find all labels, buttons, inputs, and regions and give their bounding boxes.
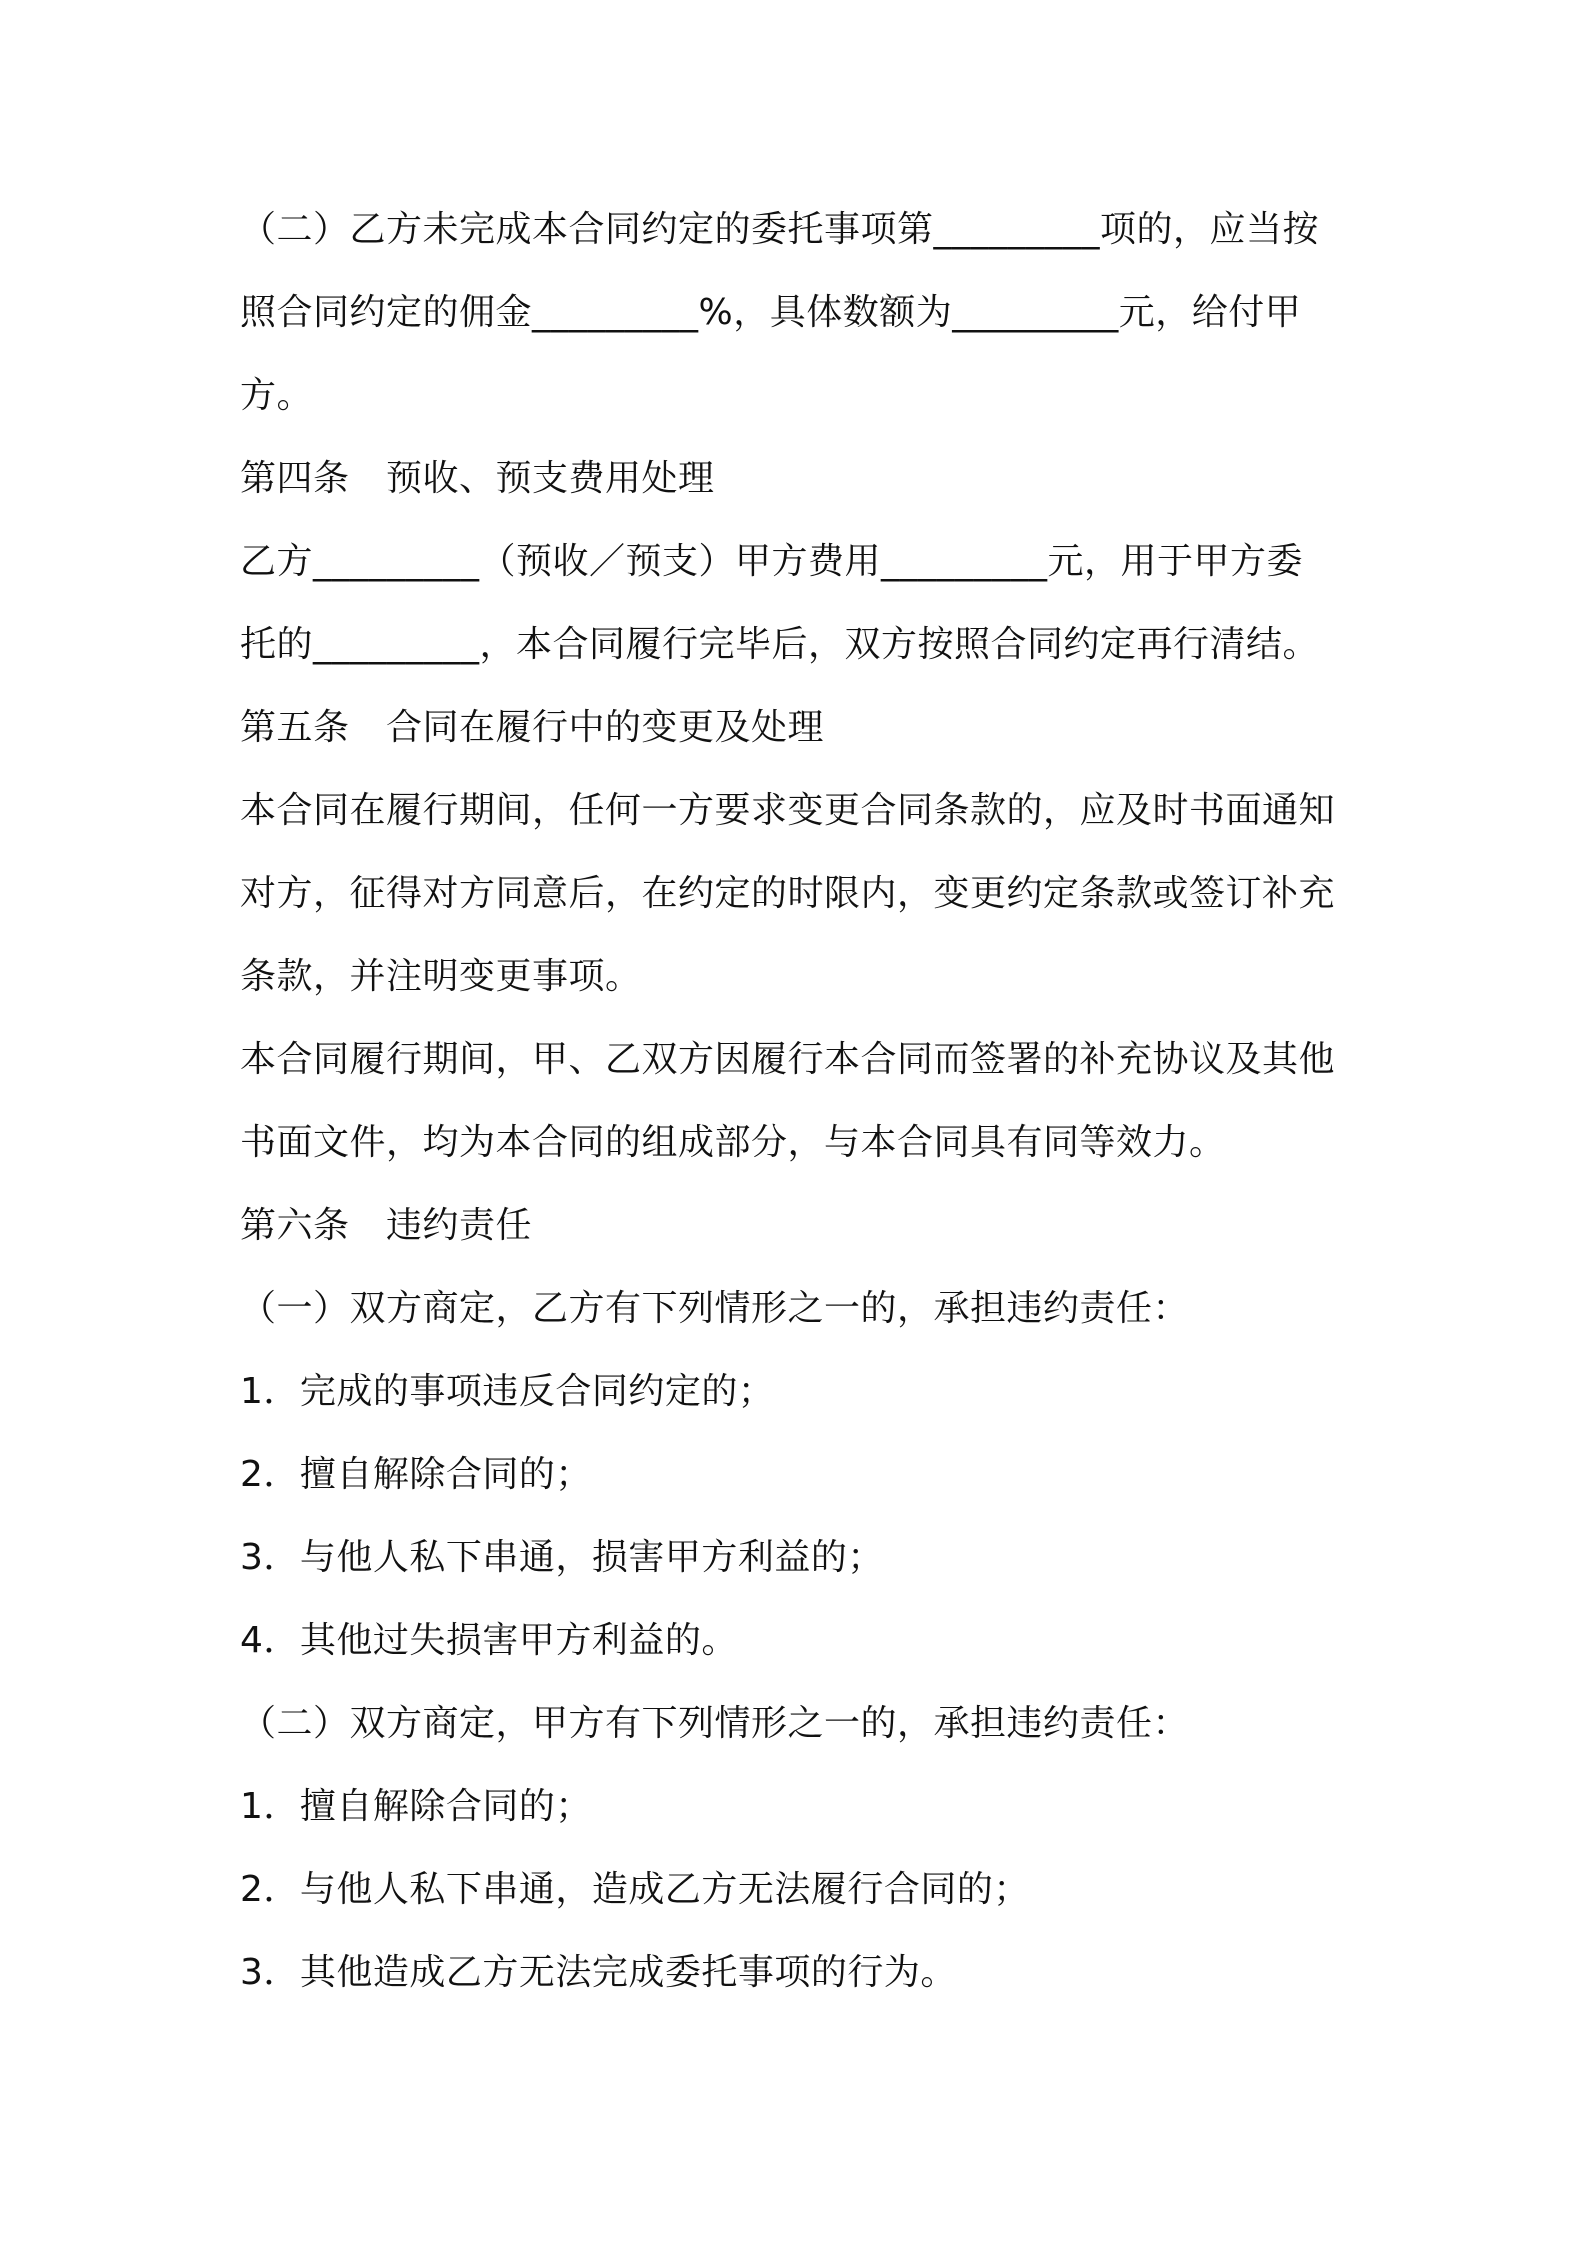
article-5-para-1-line-2: 对方，征得对方同意后，在约定的时限内，变更约定条款或签订补充 (240, 873, 1336, 914)
article-4-heading: 第四条 预收、预支费用处理 (240, 458, 715, 499)
article-6-section-2-intro: （二）双方商定，甲方有下列情形之一的，承担违约责任： (240, 1703, 1190, 1744)
clause-3-item-2-line-1: （二）乙方未完成本合同约定的委托事项第_________项的，应当按 (240, 209, 1320, 250)
article-6-section-1-item-1: 1．完成的事项违反合同约定的； (240, 1371, 775, 1412)
article-5-para-1-line-3: 条款，并注明变更事项。 (240, 956, 642, 997)
article-6-section-1-intro: （一）双方商定，乙方有下列情形之一的，承担违约责任： (240, 1288, 1190, 1329)
article-6-section-1-item-3: 3．与他人私下串通，损害甲方利益的； (240, 1537, 884, 1578)
article-5-para-2-line-1: 本合同履行期间，甲、乙双方因履行本合同而签署的补充协议及其他 (240, 1039, 1336, 1080)
article-5-para-2-line-2: 书面文件，均为本合同的组成部分，与本合同具有同等效力。 (240, 1122, 1226, 1163)
article-6-heading: 第六条 违约责任 (240, 1205, 533, 1246)
article-6-section-1-item-2: 2．擅自解除合同的； (240, 1454, 592, 1495)
article-5-para-1-line-1: 本合同在履行期间，任何一方要求变更合同条款的，应及时书面通知 (240, 790, 1336, 831)
article-6-section-2-item-3: 3．其他造成乙方无法完成委托事项的行为。 (240, 1952, 957, 1993)
article-6-section-2-item-2: 2．与他人私下串通，造成乙方无法履行合同的； (240, 1869, 1030, 1910)
article-4-body-line-1: 乙方_________（预收／预支）甲方费用_________元，用于甲方委 (240, 541, 1304, 582)
article-6-section-2-item-1: 1．擅自解除合同的； (240, 1786, 592, 1827)
clause-3-item-2-line-2: 照合同约定的佣金_________%，具体数额为_________元，给付甲 (240, 292, 1302, 333)
article-6-section-1-item-4: 4．其他过失损害甲方利益的。 (240, 1620, 738, 1661)
article-5-heading: 第五条 合同在履行中的变更及处理 (240, 707, 825, 748)
clause-3-item-2-line-3: 方。 (240, 375, 314, 416)
article-4-body-line-2: 托的_________，本合同履行完毕后，双方按照合同约定再行清结。 (240, 624, 1320, 665)
